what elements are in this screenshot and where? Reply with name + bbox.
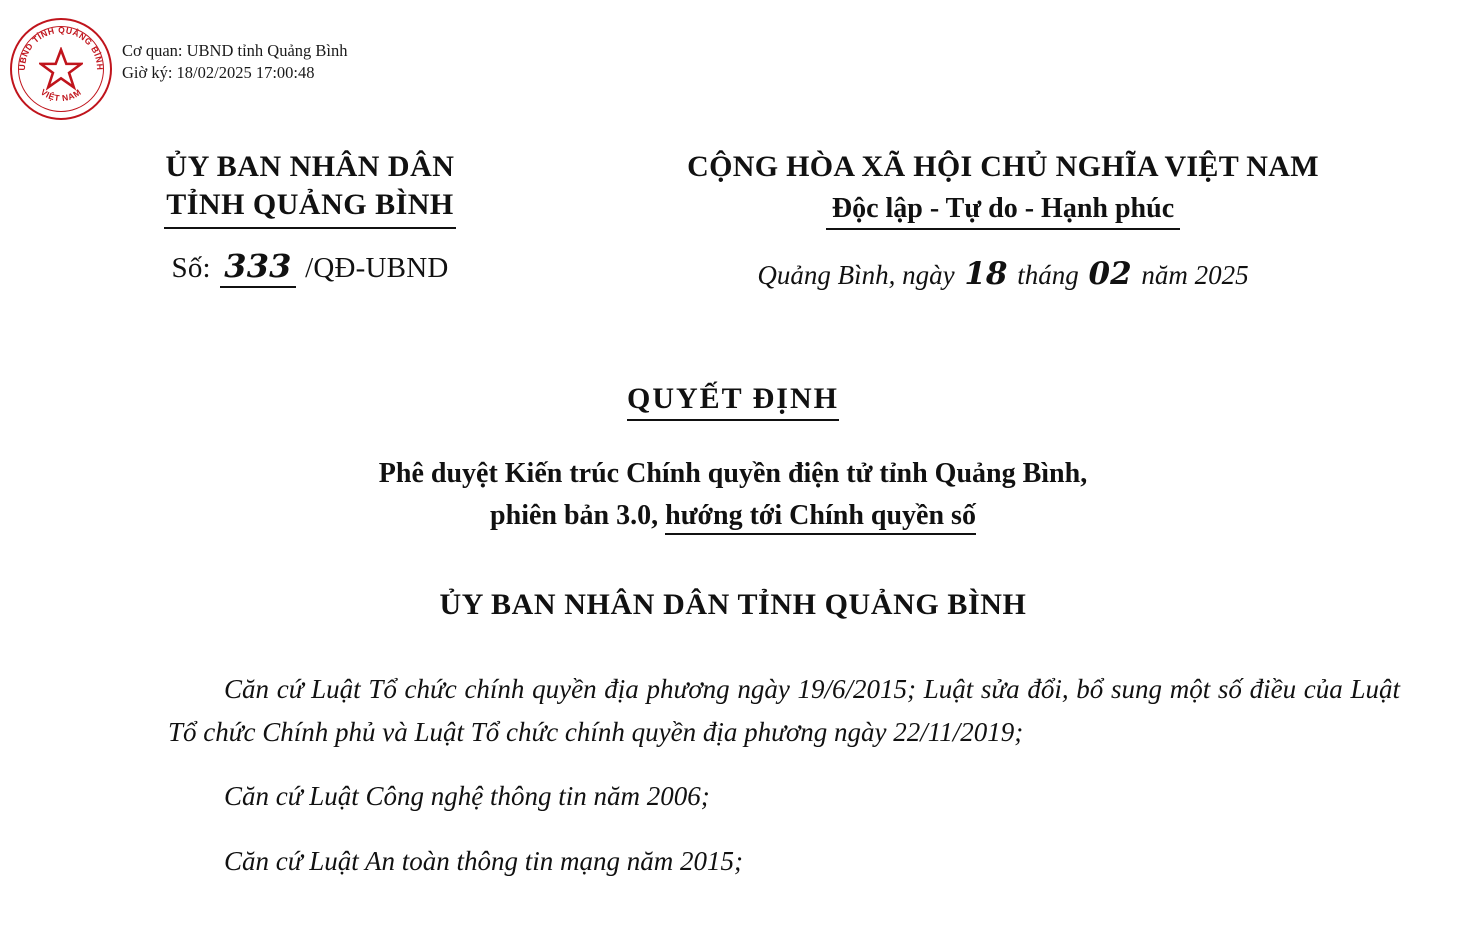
org-line-1: ỦY BAN NHÂN DÂN	[165, 150, 455, 183]
document-number	[40, 247, 580, 285]
document-subject-line-2a: phiên bản 3.0,	[490, 500, 666, 531]
digital-signature-stamp	[10, 18, 348, 120]
year-label: năm	[1141, 259, 1188, 290]
document-subject-line-2	[150, 495, 1316, 537]
date-day: 18	[964, 255, 1008, 292]
place-prefix: Quảng Bình, ngày	[757, 259, 955, 290]
date-month: 02	[1088, 255, 1132, 292]
document-number-value: 333	[220, 247, 295, 288]
document-subject	[0, 453, 1466, 537]
document-number-label: Số:	[171, 251, 211, 284]
document-number-suffix: /QĐ-UBND	[305, 251, 449, 284]
signature-info	[122, 18, 348, 85]
issuing-authority: ỦY BAN NHÂN DÂN TỈNH QUẢNG BÌNH	[439, 588, 1027, 621]
svg-text:VIỆT NAM: VIỆT NAM	[38, 86, 84, 104]
document-body	[168, 668, 1400, 883]
national-motto: Độc lập - Tự do - Hạnh phúc	[826, 193, 1180, 230]
signature-time: Giờ ký: 18/02/2025 17:00:48	[122, 63, 315, 83]
svg-text:UBND TỈNH QUẢNG BÌNH: UBND TỈNH QUẢNG BÌNH	[16, 24, 106, 71]
header-left-column	[0, 148, 580, 292]
date-year: 2025	[1194, 259, 1249, 290]
org-line-2: TỈNH QUẢNG BÌNH	[164, 186, 456, 228]
document-title-block	[0, 382, 1466, 537]
star-icon	[39, 47, 83, 91]
legal-basis-paragraph-3: Căn cứ Luật An toàn thông tin mạng năm 2015;	[224, 845, 743, 876]
document-subject-line-1: Phê duyệt Kiến trúc Chính quyền điện tử tỉnh Quảng Bình,	[378, 458, 1088, 489]
legal-basis-paragraph-1: Căn cứ Luật Tổ chức chính quyền địa phương ngày 19/6/2015; Luật sửa đổi, bổ sung một số điều của Luật Tổ chức Chính phủ và Luật Tổ chức chính quyền địa phương ngày 22/11/2019;	[168, 674, 1400, 747]
document-type-title: QUYẾT ĐỊNH	[627, 382, 839, 421]
legal-basis-paragraph-2: Căn cứ Luật Công nghệ thông tin năm 2006;	[224, 781, 710, 812]
header-right-column	[580, 148, 1466, 292]
document-subject-line-2b: hướng tới Chính quyền số	[665, 500, 976, 535]
national-title: CỘNG HÒA XÃ HỘI CHỦ NGHĨA VIỆT NAM	[687, 150, 1319, 183]
month-label: tháng	[1017, 259, 1079, 290]
national-emblem-seal-icon	[10, 18, 112, 120]
place-and-date	[580, 256, 1426, 292]
issuing-organization	[40, 148, 580, 229]
document-header	[0, 148, 1466, 292]
signature-agency: Cơ quan: UBND tỉnh Quảng Bình	[122, 41, 348, 60]
